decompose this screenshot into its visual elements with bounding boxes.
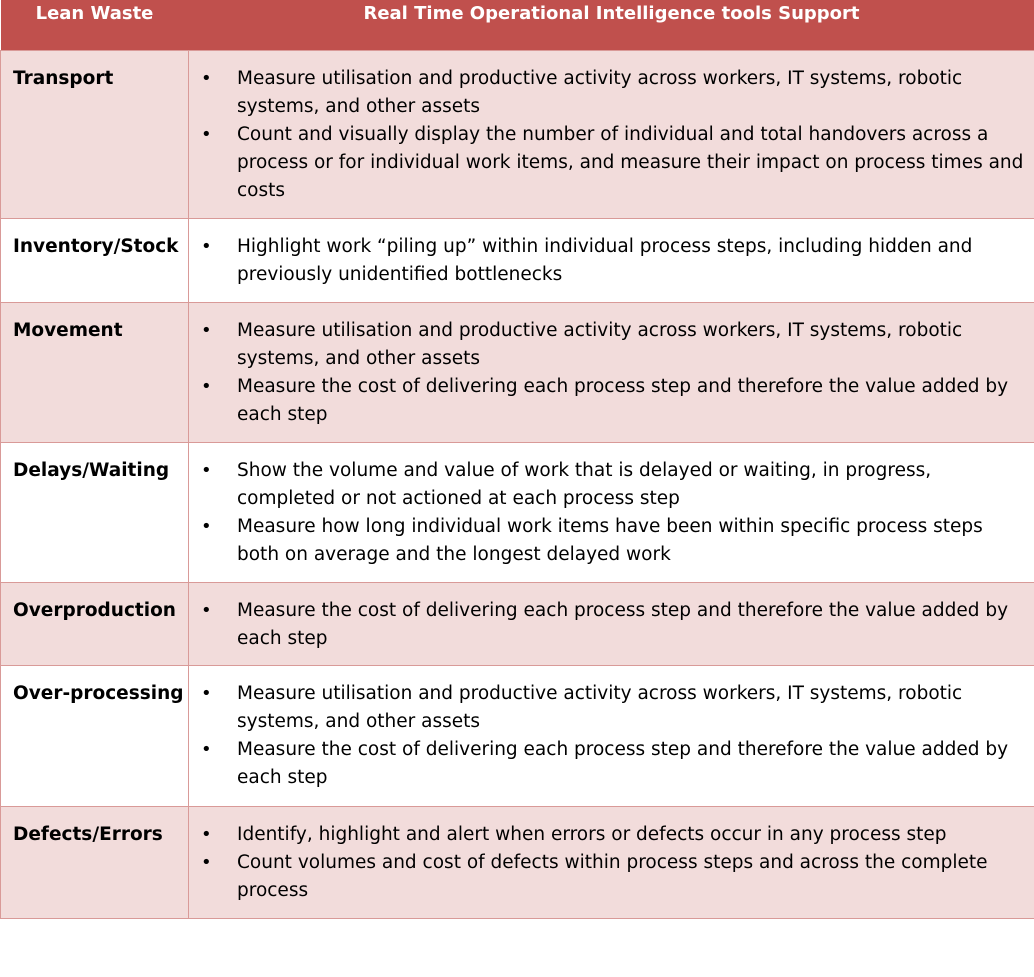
bullet-icon: • — [201, 235, 212, 257]
list-item — [189, 317, 1024, 373]
support-text: Identify, highlight and alert when errors or defects occur in any process step — [237, 823, 947, 845]
list-item — [189, 373, 1024, 429]
table-row — [1, 302, 1034, 442]
support-list — [189, 233, 1024, 289]
table-row — [1, 665, 1034, 806]
bullet-icon: • — [201, 851, 212, 873]
support-text: Show the volume and value of work that is delayed or waiting, in progress, completed or not actioned at each process step — [237, 459, 932, 509]
waste-name: Transport — [1, 50, 189, 218]
list-item — [189, 233, 1024, 289]
list-item — [189, 821, 1024, 849]
table-row — [1, 50, 1034, 218]
support-list — [189, 65, 1024, 205]
support-text: Count and visually display the number of individual and total handovers across a process or for individual work items, and measure their impact on process times and costs — [237, 123, 1024, 201]
support-list — [189, 680, 1024, 792]
support-cell — [189, 806, 1034, 918]
list-item — [189, 457, 1024, 513]
header-tools-support: Real Time Operational Intelligence tools Support — [189, 0, 1034, 50]
waste-name: Movement — [1, 302, 189, 442]
list-item — [189, 513, 1024, 569]
support-text: Measure utilisation and productive activity across workers, IT systems, robotic systems, and other assets — [237, 319, 963, 369]
list-item — [189, 121, 1024, 205]
bullet-icon: • — [201, 682, 212, 704]
table-row — [1, 442, 1034, 582]
support-text: Measure the cost of delivering each process step and therefore the value added by each step — [237, 599, 1009, 649]
support-text: Count volumes and cost of defects within process steps and across the complete process — [237, 851, 988, 901]
support-text: Measure utilisation and productive activity across workers, IT systems, robotic systems, and other assets — [237, 682, 963, 732]
waste-name: Defects/Errors — [1, 806, 189, 918]
waste-name: Inventory/Stock — [1, 218, 189, 302]
list-item — [189, 736, 1024, 792]
support-cell — [189, 50, 1034, 218]
bullet-icon: • — [201, 123, 212, 145]
table-row — [1, 582, 1034, 665]
bullet-icon: • — [201, 738, 212, 760]
bullet-icon: • — [201, 375, 212, 397]
bullet-icon: • — [201, 599, 212, 621]
support-list — [189, 457, 1024, 569]
support-text: Measure how long individual work items have been within specific process steps both on average and the longest delayed work — [237, 515, 983, 565]
list-item — [189, 597, 1024, 653]
support-cell — [189, 302, 1034, 442]
waste-name: Overproduction — [1, 582, 189, 665]
list-item — [189, 849, 1024, 905]
bullet-icon: • — [201, 515, 212, 537]
list-item — [189, 680, 1024, 736]
waste-name: Delays/Waiting — [1, 442, 189, 582]
support-list — [189, 821, 1024, 905]
bullet-icon: • — [201, 319, 212, 341]
table-row — [1, 806, 1034, 918]
support-cell — [189, 665, 1034, 806]
support-text: Measure the cost of delivering each process step and therefore the value added by each step — [237, 738, 1009, 788]
support-text: Measure the cost of delivering each process step and therefore the value added by each step — [237, 375, 1009, 425]
waste-name: Over-processing — [1, 665, 189, 806]
list-item — [189, 65, 1024, 121]
support-list — [189, 317, 1024, 429]
header-row — [1, 0, 1034, 50]
support-cell — [189, 442, 1034, 582]
support-text: Measure utilisation and productive activity across workers, IT systems, robotic systems, and other assets — [237, 67, 963, 117]
bullet-icon: • — [201, 459, 212, 481]
support-cell — [189, 582, 1034, 665]
bullet-icon: • — [201, 823, 212, 845]
bullet-icon: • — [201, 67, 212, 89]
support-cell — [189, 218, 1034, 302]
table-row — [1, 218, 1034, 302]
support-list — [189, 597, 1024, 653]
support-text: Highlight work “piling up” within individual process steps, including hidden and previously unidentified bottlenecks — [237, 235, 973, 285]
header-lean-waste: Lean Waste — [1, 0, 189, 50]
